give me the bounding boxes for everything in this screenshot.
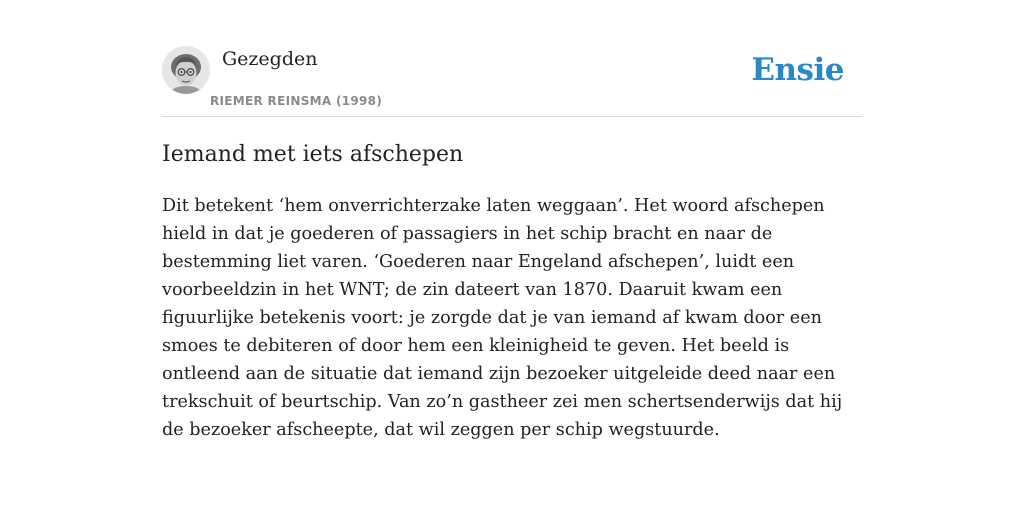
entry-title: Iemand met iets afschepen: [162, 142, 464, 167]
header: [162, 46, 862, 117]
author-avatar[interactable]: [162, 46, 210, 94]
author-portrait-icon: [162, 46, 210, 94]
collection-title[interactable]: Gezegden: [222, 48, 318, 70]
author-name: RIEMER REINSMA (1998): [210, 94, 383, 108]
entry-body: Dit betekent ‘hem onverrichterzake laten weggaan’. Het woord afschepen hield in dat je goederen of passagiers in het schip bracht en naar de bestemming liet varen. ‘Goederen naar Engeland afschepen’, luidt een voorbeeldzin in het WNT; de zin dateert van 1870. Daaruit kwam een figuurlijke betekenis voort: je zorgde dat je van iemand af kwam door een smoes te debiteren of door hem een kleinigheid te geven. Het beeld is ontleend aan de situatie dat iemand zijn bezoeker uitgeleide deed naar een trekschuit of beurtschip. Van zo’n gastheer zei men schertsenderwijs dat hij de bezoeker afscheepte, dat wil zeggen per schip wegstuurde.: [162, 196, 843, 440]
brand-logo[interactable]: Ensie: [751, 52, 844, 88]
